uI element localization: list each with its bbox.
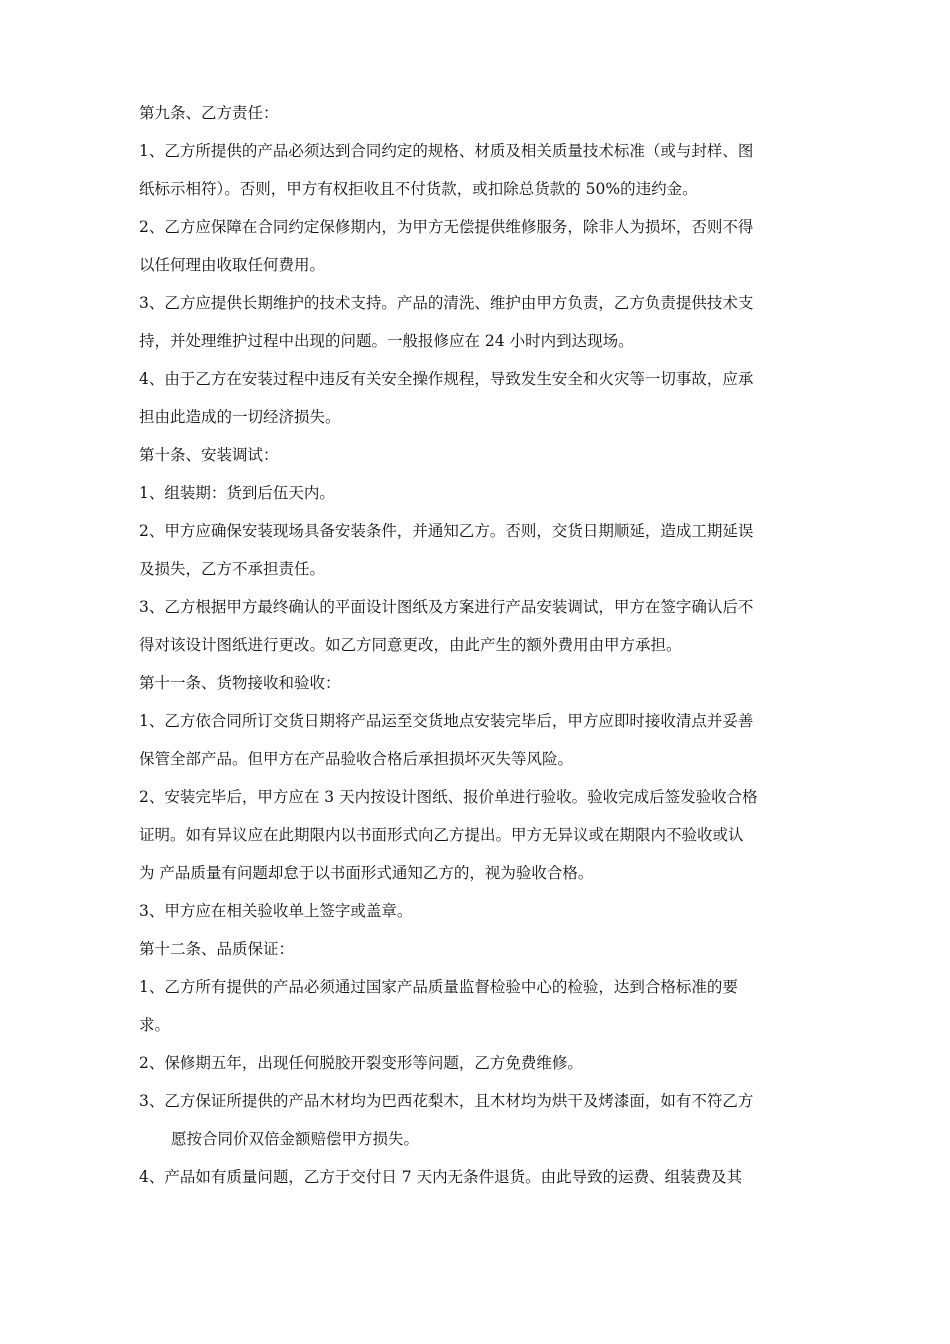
text-line: 第十一条、货物接收和验收： xyxy=(139,674,341,692)
paragraph xyxy=(139,939,829,959)
text-line: 为 产品质量有问题却怠于以书面形式通知乙方的，视为验收合格。 xyxy=(139,864,594,882)
paragraph xyxy=(139,673,829,693)
paragraph xyxy=(139,141,829,199)
text-line: 保管全部产品。但甲方在产品验收合格后承担损坏灭失等风险。 xyxy=(139,750,574,768)
text-line: 4、由于乙方在安装过程中违反有关安全操作规程，导致发生安全和火灾等一切事故，应承 xyxy=(139,370,754,388)
text-line: 得对该设计图纸进行更改。如乙方同意更改，由此产生的额外费用由甲方承担。 xyxy=(139,636,682,654)
paragraph xyxy=(139,597,829,655)
paragraph xyxy=(139,103,829,123)
paragraph xyxy=(139,483,829,503)
paragraph xyxy=(139,521,829,579)
text-line: 1、乙方依合同所订交货日期将产品运至交货地点安装完毕后，甲方应即时接收清点并妥善 xyxy=(139,712,754,730)
paragraph xyxy=(139,1167,829,1187)
text-line: 第十二条、品质保证： xyxy=(139,940,295,958)
paragraph xyxy=(139,445,829,465)
text-line: 3、乙方保证所提供的产品木材均为巴西花梨木，且木材均为烘干及烤漆面，如有不符乙方 xyxy=(139,1092,754,1110)
text-line: 3、乙方应提供长期维护的技术支持。产品的清洗、维护由甲方负责，乙方负责提供技术支 xyxy=(139,294,754,312)
paragraph xyxy=(139,901,829,921)
paragraph xyxy=(139,787,829,883)
text-line: 愿按合同价双倍金额赔偿甲方损失。 xyxy=(171,1130,420,1148)
text-line: 3、甲方应在相关验收单上签字或盖章。 xyxy=(139,902,413,920)
text-line: 第十条、安装调试： xyxy=(139,446,279,464)
text-line: 求。 xyxy=(139,1016,171,1034)
text-line: 及损失，乙方不承担责任。 xyxy=(139,560,326,578)
text-line: 纸标示相符）。否则，甲方有权拒收且不付货款，或扣除总货款的 50%的违约金。 xyxy=(139,180,698,198)
paragraph xyxy=(139,711,829,769)
text-line: 1、乙方所有提供的产品必须通过国家产品质量监督检验中心的检验，达到合格标准的要 xyxy=(139,978,738,996)
paragraph xyxy=(139,217,829,275)
paragraph xyxy=(139,369,829,427)
text-line: 1、乙方所提供的产品必须达到合同约定的规格、材质及相关质量技术标准（或与封样、图 xyxy=(139,142,754,160)
text-line: 第九条、乙方责任： xyxy=(139,104,279,122)
document-body xyxy=(139,103,829,1205)
text-line: 2、安装完毕后，甲方应在 3 天内按设计图纸、报价单进行验收。验收完成后签发验收合格 xyxy=(139,788,758,806)
paragraph xyxy=(139,1091,829,1149)
text-line: 4、产品如有质量问题，乙方于交付日 7 天内无条件退货。由此导致的运费、组装费及其 xyxy=(139,1168,743,1186)
text-line: 2、甲方应确保安装现场具备安装条件，并通知乙方。否则，交货日期顺延，造成工期延误 xyxy=(139,522,754,540)
paragraph xyxy=(139,293,829,351)
text-line: 以任何理由收取任何费用。 xyxy=(139,256,326,274)
paragraph xyxy=(139,977,829,1035)
text-line: 3、乙方根据甲方最终确认的平面设计图纸及方案进行产品安装调试，甲方在签字确认后不 xyxy=(139,598,754,616)
text-line: 担由此造成的一切经济损失。 xyxy=(139,408,341,426)
text-line: 证明。如有异议应在此期限内以书面形式向乙方提出。甲方无异议或在期限内不验收或认 xyxy=(139,826,744,844)
paragraph xyxy=(139,1053,829,1073)
text-line: 2、保修期五年，出现任何脱胶开裂变形等问题，乙方免费维修。 xyxy=(139,1054,583,1072)
text-line: 2、乙方应保障在合同约定保修期内，为甲方无偿提供维修服务，除非人为损坏，否则不得 xyxy=(139,218,754,236)
text-line: 持，并处理维护过程中出现的问题。一般报修应在 24 小时内到达现场。 xyxy=(139,332,634,350)
text-line: 1、组装期：货到后伍天内。 xyxy=(139,484,335,502)
